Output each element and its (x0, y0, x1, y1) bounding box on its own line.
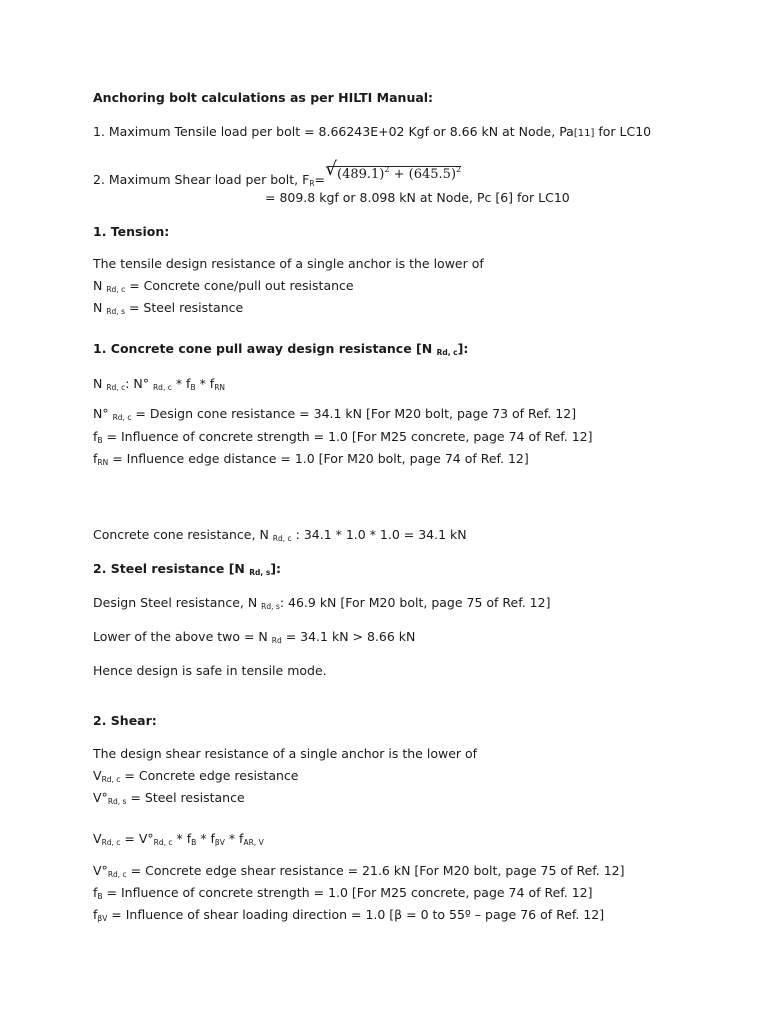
heading-text: Anchoring bolt calculations as per HILTI Manual: (93, 90, 434, 105)
edge-shear-resistance-line: $V^\circ_{Rd, c}$ = Concrete edge shear resistance = 21.6 kN [For M20 bolt, page 75 of Ref. 12] (93, 863, 625, 879)
square-root-formula: √ $(489.1)^2 + (645.5)^2$ (328, 166, 461, 183)
v-rdc-definition: $V_{Rd, c}$ = Concrete edge resistance (93, 768, 299, 784)
shear-heading: 2. Shear: (93, 713, 157, 728)
tension-heading: 1. Tension: (93, 224, 170, 239)
tensile-safe-conclusion: Hence design is safe in tensile mode. (93, 663, 327, 678)
n-rds-definition: N $_{Rd, s}$ = Steel resistance (93, 300, 244, 316)
load-case: for LC10 (594, 124, 652, 139)
node-ref: [11] (573, 128, 595, 139)
n-rdc-definition: N $_{Rd, c}$ = Concrete cone/pull out resistance (93, 278, 354, 294)
max-shear-result-line: = 809.8 kgf or 8.098 kN at Node, Pc [6] for LC10 (265, 190, 570, 205)
steel-resistance-heading: 2. Steel resistance [N $_{Rd, s}$]: (93, 561, 282, 577)
tension-intro: The tensile design resistance of a single anchor is the lower of (93, 256, 484, 271)
max-tensile-load-line (93, 124, 651, 142)
shear-fb-line: $f_B$ = Influence of concrete strength = 1.0 [For M25 concrete, page 74 of Ref. 12] (93, 885, 593, 901)
cone-formula: N $_{Rd, c}$: N° $_{Rd, c} * f_B * f_{RN}$ (93, 376, 226, 392)
max-shear-text: 2. Maximum Shear load per bolt, F (93, 172, 310, 187)
fb-concrete-strength-line: $f_B$ = Influence of concrete strength = 1.0 [For M25 concrete, page 74 of Ref. 12] (93, 429, 593, 445)
concrete-cone-result-line: Concrete cone resistance, N $_{Rd, c}$ : 34.1 * 1.0 * 1.0 = 34.1 kN (93, 527, 467, 543)
max-shear-load-line: 2. Maximum Shear load per bolt, $F_R=√$ $(489.1)^2 + (645.5)^2$ (93, 172, 461, 189)
document-heading (93, 90, 433, 106)
shear-intro: The design shear resistance of a single anchor is the lower of (93, 746, 478, 761)
shear-fbv-line: $f_{\beta V}$ = Influence of shear loading direction = 1.0 [β = 0 to 55º – page 76 of Ref. 12] (93, 907, 605, 923)
lower-resistance-line: Lower of the above two = N $_{Rd}$ = 34.1 kN > 8.66 kN (93, 629, 416, 645)
max-tensile-text: 1. Maximum Tensile load per bolt = 8.66243E+02 Kgf or 8.66 kN at Node, Pa (93, 124, 574, 139)
design-cone-resistance-line: N° $_{Rd, c}$ = Design cone resistance = 34.1 kN [For M20 bolt, page 73 of Ref. 12] (93, 406, 577, 422)
v-rds-definition: $V^\circ_{Rd, s}$ = Steel resistance (93, 790, 245, 806)
frn-edge-distance-line: $f_{RN}$ = Influence edge distance = 1.0 [For M20 bolt, page 74 of Ref. 12] (93, 451, 529, 467)
concrete-cone-heading: 1. Concrete cone pull away design resistance [N $_{Rd, c}$]: (93, 341, 469, 357)
design-steel-resistance-line: Design Steel resistance, N $_{Rd, s}$: 46.9 kN [For M20 bolt, page 75 of Ref. 12] (93, 595, 551, 611)
shear-formula: $V_{Rd, c} = V^\circ_{Rd, c} * f_B * f_{\beta V} * f_{AR, V}$ (93, 831, 264, 847)
